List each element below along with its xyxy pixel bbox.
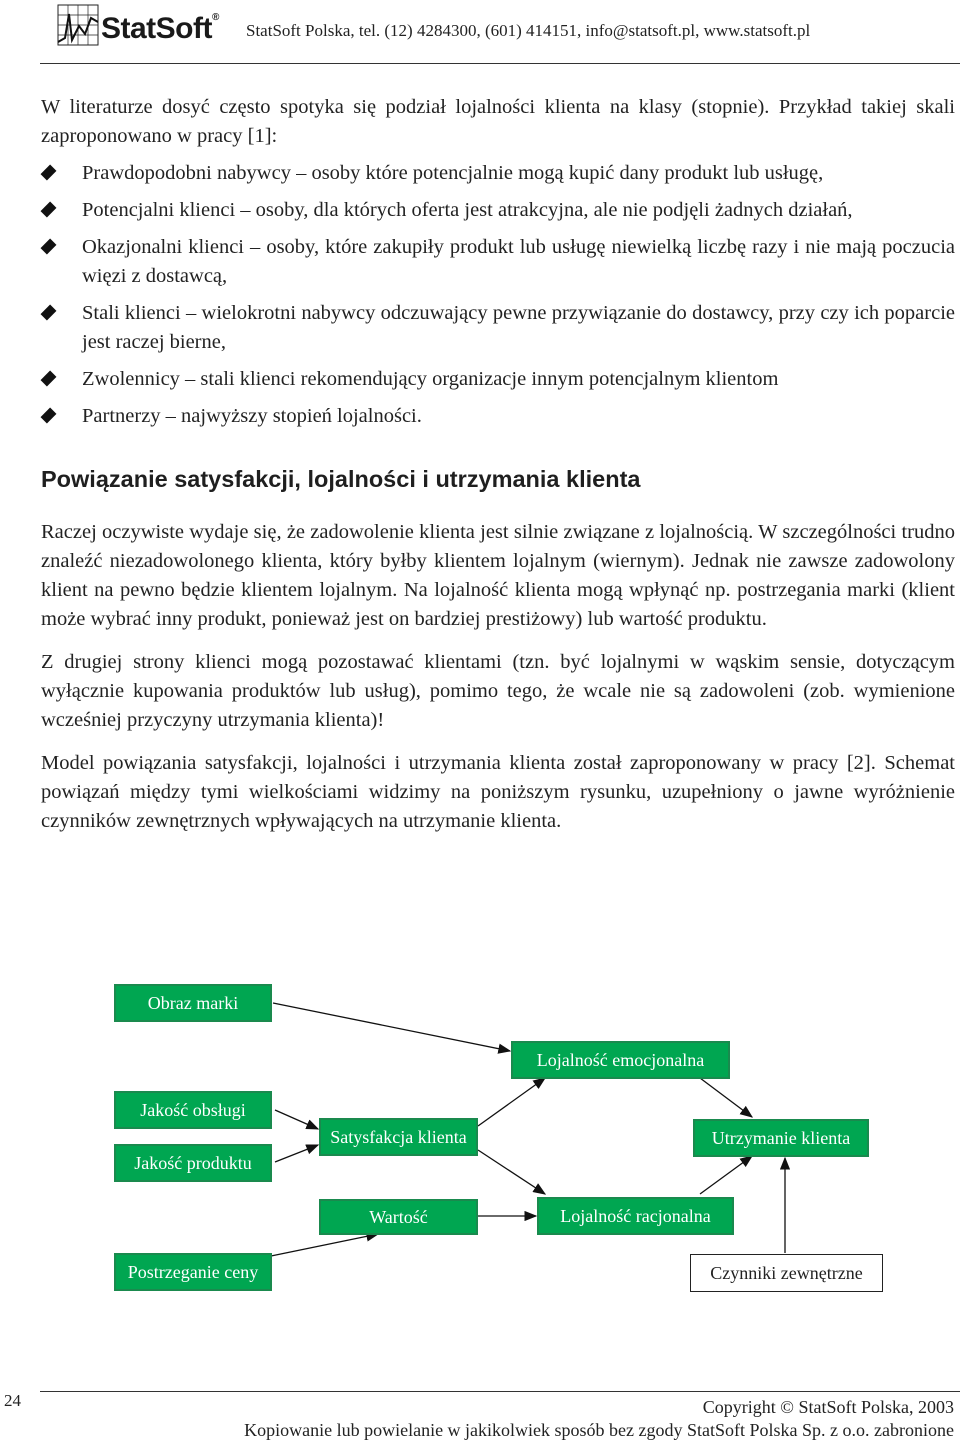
box-wartosc: Wartość	[319, 1199, 478, 1235]
list-item: Prawdopodobni nabywcy – osoby które potencjalnie mogą kupić dany produkt lub usługę,	[41, 159, 955, 188]
arrow-produktu-to-satysfakcja	[275, 1145, 318, 1162]
list-item: Stali klienci – wielokrotni nabywcy odczuwający pewne przywiązanie do dostawcy, przy czy ich poparcie jest raczej bierne,	[41, 299, 955, 357]
paragraph: Raczej oczywiste wydaje się, że zadowolenie klienta jest silnie związane z lojalnością. W szczególności trudno znaleźć niezadowolonego klienta, który byłby klientem lojalnym (wiernym). Jednak nie zawsze zadowolony klient na pewno będzie klientem lojalnym. Na lojalność klienta mogą wpłynąć np. postrzegania marki (klient może wybrać inny produkt, ponieważ jest on bardziej prestiżowy) lub wartość produktu.	[41, 521, 955, 630]
document-body	[41, 93, 955, 850]
diamond-bullet-icon	[41, 305, 57, 321]
arrow-racjonalna-to-utrzymanie	[700, 1156, 752, 1194]
intro-paragraph: W literaturze dosyć często spotyka się podział lojalności klienta na klasy (stopnie). Przykład takiej skali zaproponowano w pracy [1]:	[41, 96, 955, 147]
diamond-bullet-icon	[41, 165, 57, 181]
header-divider	[40, 63, 960, 64]
arrow-cena-to-wartosc	[271, 1234, 378, 1256]
diamond-bullet-icon	[41, 408, 57, 424]
copyright-notice: Copyright © StatSoft Polska, 2003	[702, 1397, 954, 1417]
arrow-satysfakcja-to-racjonalna	[478, 1150, 545, 1194]
statsoft-logo-text: StatSoft®	[101, 12, 219, 45]
arrow-satysfakcja-to-emocjonalna	[478, 1078, 545, 1126]
diamond-bullet-icon	[41, 239, 57, 255]
box-lojalnosc-racjonalna: Lojalność racjonalna	[537, 1197, 734, 1235]
paragraph: Model powiązania satysfakcji, lojalności i utrzymania klienta został zaproponowany w pracy [2]. Schemat powiązań między tymi wielkościami widzimy na poniższym rysunku, uzupełniony o jawne wyróżnienie czynników zewnętrznych wpływających na utrzymanie klienta.	[41, 752, 955, 832]
header-contact-info: StatSoft Polska, tel. (12) 4284300, (601) 414151, info@statsoft.pl, www.statsoft.pl	[246, 21, 811, 40]
arrow-emocjonalna-to-utrzymanie	[700, 1078, 752, 1117]
box-jakosc-produktu: Jakość produktu	[114, 1144, 272, 1182]
diamond-bullet-icon	[41, 371, 57, 387]
diamond-bullet-icon	[41, 202, 57, 218]
page-number: 24	[4, 1391, 21, 1410]
loyalty-model-diagram	[0, 978, 960, 1308]
footer-divider	[40, 1391, 960, 1392]
box-lojalnosc-emocjonalna: Lojalność emocjonalna	[511, 1041, 730, 1079]
arrow-obraz-to-emocjonalna	[273, 1003, 510, 1051]
box-satysfakcja-klienta: Satysfakcja klienta	[319, 1118, 478, 1156]
list-item: Partnerzy – najwyższy stopień lojalności.	[41, 402, 955, 431]
page-header	[0, 0, 960, 64]
loyalty-classes-list	[41, 159, 955, 431]
box-utrzymanie-klienta: Utrzymanie klienta	[693, 1119, 869, 1157]
list-item: Potencjalni klienci – osoby, dla których oferta jest atrakcyjna, ale nie podjęli żadnych działań,	[41, 196, 955, 225]
box-postrzeganie-ceny: Postrzeganie ceny	[114, 1253, 272, 1291]
section-heading: Powiązanie satysfakcji, lojalności i utrzymania klienta	[41, 466, 641, 492]
arrow-obslugi-to-satysfakcja	[275, 1110, 318, 1129]
list-item: Zwolennicy – stali klienci rekomendujący organizacje innym potencjalnym klientom	[41, 365, 955, 394]
copying-prohibited-notice: Kopiowanie lub powielanie w jakikolwiek sposób bez zgody StatSoft Polska Sp. z o.o. zabronione	[244, 1420, 954, 1440]
paragraph: Z drugiej strony klienci mogą pozostawać klientami (tzn. być lojalnymi w wąskim sensie, dotyczącym wyłącznie kupowania produktów lub usług), pomimo tego, że wcale nie są zadowoleni (zob. wymienione wcześniej przyczyny utrzymania klienta)!	[41, 651, 955, 731]
box-obraz-marki: Obraz marki	[114, 984, 272, 1022]
statsoft-logo-icon	[57, 4, 99, 46]
list-item: Okazjonalni klienci – osoby, które zakupiły produkt lub usługę niewielką liczbę razy i nie mają poczucia więzi z dostawcą,	[41, 233, 955, 291]
box-jakosc-obslugi: Jakość obsługi	[114, 1091, 272, 1129]
box-czynniki-zewnetrzne: Czynniki zewnętrzne	[690, 1254, 883, 1292]
